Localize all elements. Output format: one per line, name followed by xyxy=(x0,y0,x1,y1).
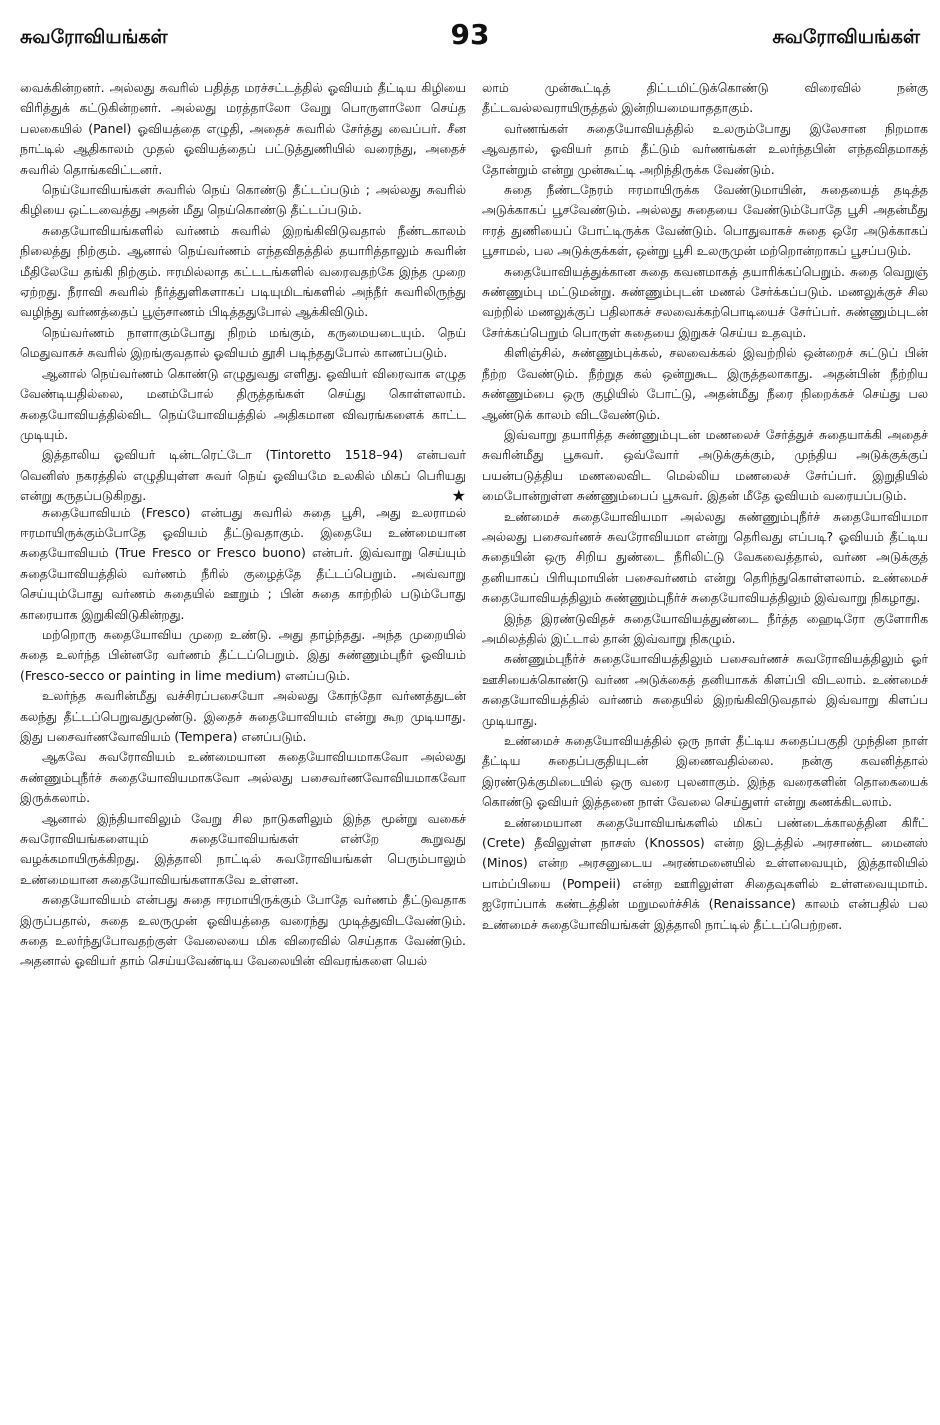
paragraph: நெய்வர்ணம் நாளாகும்போது நிறம் மங்கும், கருமையடையும். நெய் மெதுவாகச் சுவரில் இறங்குவதால் ஓவியம் தூசி படிந்ததுபோல் காணப்படும். xyxy=(20,324,466,361)
paragraph: ஆனால் நெய்வர்ணம் கொண்டு எழுதுவது எளிது. ஓவியர் விரைவாக எழுத வேண்டியதில்லை, மனம்போல் திருத்தங்கள் செய்து கொள்ளலாம். சுதையோவியத்தில்விட நெய்யோவியத்தில் அதிகமான விவரங்களைக் காட்ட முடியும். xyxy=(20,365,466,442)
paragraph: ஆகவே சுவரோவியம் உண்மையான சுதையோவியமாகவோ அல்லது சுண்ணும்புநீர்ச் சுதையோவியமாகவோ அல்லது பசைவர்ணவோவியமாகவோ இருக்கலாம். xyxy=(20,749,466,806)
paragraph: ஆனால் இந்தியாவிலும் வேறு சில நாடுகளிலும் இந்த மூன்று வகைச் சுவரோவியங்களையும் சுதையோவியங்கள் என்றே கூறுவது வழக்கமாயிருக்கிறது. இத்தாலி நாட்டில் சுவரோவியங்கள் பெரும்பாலும் உண்மையான சுதையோவியங்களாகவே உள்ளன. xyxy=(20,810,466,887)
paragraph: உண்மையான சுதையோவியங்களில் மிகப் பண்டைக்காலத்தின கிரீட் (Crete) தீவிலுள்ள நாசஸ் (Knossos) என்ற இடத்தில் அரசாண்ட மைனஸ் (Minos) என்ற அரசனுடைய அரண்மனையில் உள்ளவையும், இத்தாலியில் பாம்ப்பியை (Pompeii) என்ற ஊரிலுள்ள சிதைவுகளில் உள்ளவையுமாம். ஐரோப்பாக் கண்டத்தின் மறுமலர்ச்சிக் (Renaissance) காலம் என்பதில் பல உண்மைச் சுதையோவியங்கள் இத்தாலி நாட்டில் தீட்டப்பெற்றன. xyxy=(482,814,928,932)
running-title-right: சுவரோவியங்கள் xyxy=(772,26,920,48)
paragraph: உண்மைச் சுதையோவியமா அல்லது சுண்ணும்புநீர்ச் சுதையோவியமா அல்லது பசைவர்ணச் சுவரோவியமா என்று தெரிவது எப்படி? ஓவியம் தீட்டிய சுதையின் ஒரு சிறிய துண்டை நீரிலிட்டு வேகவைத்தால், வர்ண அடுக்குத் தனியாகப் பிரியுமாயின் பசைவர்ணம் என்று தெரிந்துகொள்ளலாம். உண்மைச் சுதையோவியத்திலும் சுண்ணும்புநீர்ச் சுதையோவியத்திலும் இவ்வாறு நிகழாது. xyxy=(482,508,928,606)
paragraph: இவ்வாறு தயாரித்த சுண்ணும்புடன் மணலைச் சேர்த்துச் சுதையாக்கி அதைச் சுவரின்மீது பூசுவர். ஒவ்வோர் அடுக்குக்கும், முந்திய அடுக்குக்குப் பயன்படுத்திய மணலைவிட மெல்லிய மணலைச் சேர்ப்பர். இறுதியில் மைபோன்றுள்ள சுண்ணும்பைப் பூசுவர். இதன் மீதே ஓவியம் வரையப்படும். xyxy=(482,426,928,504)
running-header xyxy=(20,4,920,60)
running-title-left: சுவரோவியங்கள் xyxy=(20,26,168,48)
star-icon: ★ xyxy=(451,485,466,505)
paragraph: உலர்ந்த சுவரின்மீது வச்சிரப்பசையோ அல்லது கோந்தோ வர்ணத்துடன் கலந்து தீட்டப்பெறுவதுமுண்டு. இதைச் சுதையோவியம் என்று கூற முடியாது. இது பசைவர்ணவோவியம் (Tempera) எனப்படும். xyxy=(20,688,466,744)
paragraph: வர்ணங்கள் சுதையோவியத்தில் உலரும்போது இலேசான நிறமாக ஆவதால், ஓவியர் தாம் தீட்டும் வர்ணங்கள் உலர்ந்தபின் எந்தவிதமாகத் தோன்றும் என்று முன்கூட்டி அறிந்திருக்க வேண்டும். xyxy=(482,120,928,177)
paragraph: இந்த இரண்டுவிதச் சுதையோவியத்துண்டை நீர்த்த ஹைடிரோ குளோரிக அமிலத்தில் இட்டால் தான் இவ்வாறு நிகழும். xyxy=(482,610,928,646)
paragraph: சுதையோவியங்களில் வர்ணம் சுவரில் இறங்கிவிடுவதால் நீண்டகாலம் நிலைத்து நிற்கும். ஆனால் நெய்வர்ணம் எந்தவிதத்தில் தயாரித்தாலும் சுவரின் மீதிலேயே தங்கி நிற்கும். ஈரமில்லாத கட்டடங்களில் வரைவதற்கே இந்த முறை ஏற்றது. நீராவி சுவரில் நீர்த்துளிகளாகப் படியுமிடங்களில் அந்நீர் சுவரிலிருந்து வழிந்து வர்ணத்தைப் பூஞ்சாணம் பிடித்ததுபோல் ஆக்கிவிடும். xyxy=(20,222,466,320)
page-number: 93 xyxy=(450,18,490,51)
paragraph: சுதையோவியத்துக்கான சுதை கவனமாகத் தயாரிக்கப்பெறும். சுதை வெறுஞ் சுண்ணும்பு மட்டுமன்று. சுண்ணும்புடன் மணல் சேர்க்கப்படும். மணலுக்குச் சில வற்றில் மணலுக்குப் பதிலாகச் சலவைக்கற்பொடியைச் சேர்ப்பர். சுண்ணும்புடன் சேர்க்கப்பெறும் பொருள் சுதையை இறுகச் செய்ய உதவும். xyxy=(482,263,928,340)
paragraph: நெய்யோவியங்கள் சுவரில் நெய் கொண்டு தீட்டப்படும் ; அல்லது சுவரில் கிழியை ஒட்டவைத்து அதன் மீது நெய்கொண்டு தீட்டப்படும். xyxy=(20,182,466,218)
paragraph: சுதையோவியம் (Fresco) என்பது சுவரில் சுதை பூசி, அது உலராமல் ஈரமாயிருக்கும்போதே ஓவியம் தீட்டுவதாகும். இதையே உண்மையான சுதையோவியம் (True Fresco or Fresco buono) என்பர். இவ்வாறு செய்யும் சுதையோவியத்தில் வர்ணம் நீரில் குழைத்தே தீட்டப்பெறும். அவ்வாறு செய்யும்போது வர்ணம் சுதையில் ஊறும் ; பின் சுதை காற்றில் படும்போது காரையாக இறுகிவிடுகின்றது. xyxy=(20,504,466,622)
paragraph: சுதையோவியம் என்பது சுதை ஈரமாயிருக்கும் போதே வர்ணம் தீட்டுவதாக இருப்பதால், சுதை உலருமுன் ஓவியத்தை வரைந்து முடித்துவிடவேண்டும். சுதை உலர்ந்துபோவதற்குள் வேலையை மிக விரைவில் செய்தாக வேண்டும். அதனால் ஓவியர் தாம் செய்யவேண்டிய வேலையின் விவரங்களை யெல் xyxy=(20,892,466,969)
paragraph: லாம் முன்கூட்டித் திட்டமிட்டுக்கொண்டு விரைவில் நன்கு தீட்டவல்லவராயிருத்தல் இன்றியமையாததாகும். xyxy=(482,80,928,116)
right-column xyxy=(482,78,928,1355)
paragraph: கிளிஞ்சில், சுண்ணும்புக்கல், சலவைக்கல் இவற்றில் ஒன்றைச் சுட்டுப் பின் நீற்ற வேண்டும். நீற்றுத கல் ஒன்றுகூட இருத்தலாகாது. அதன்பின் நீற்றிய சுண்ணும்பை ஒரு குழியில் போட்டு, அதன்மீது நீரை நிறைக்கச் செய்து பல ஆண்டுக் காலம் விடவேண்டும். xyxy=(482,345,928,422)
paragraph: உண்மைச் சுதையோவியத்தில் ஒரு நாள் தீட்டிய சுதைப்பகுதி முந்தின நாள் தீட்டிய சுதைப்பகுதியுடன் இணைவதில்லை. நன்கு கவனித்தால் இரண்டுக்குமிடையில் ஒரு வரை புலனாகும். இந்த வரைகளின் தொகையைக் கொண்டு ஓவியர் இத்தனை நாள் வேலை செய்துளர் என்று கணக்கிடலாம். xyxy=(482,733,928,810)
paragraph: சுதை நீண்டநேரம் ஈரமாயிருக்க வேண்டுமாயின், சுதையைத் தடித்த அடுக்காகப் பூசவேண்டும். அல்லது சுதையை வேண்டும்போதே பூசி அதன்மீது ஈரத் துணியைப் போட்டிருக்க வேண்டும். பொதுவாகச் சுதை ஒரே அடுக்காகப் பூசாமல், பல அடுக்குக்கள், ஒன்று பூசி உலருமுன் மற்றொன்றாகப் பூசப்படும். xyxy=(482,182,928,259)
paragraph: சுண்ணும்புநீர்ச் சுதையோவியத்திலும் பசைவர்ணச் சுவரோவியத்திலும் ஓர் ஊசியைக்கொண்டு வர்ண அடுக்கைத் தனியாகக் கிளப்பி விடலாம். உண்மைச் சுதையோவியத்தில் வர்ணம் சுதையில் இறங்கிவிடுவதால் இவ்வாறு கிளப்ப முடியாது. xyxy=(482,651,928,728)
left-column xyxy=(20,78,466,1355)
paragraph: இத்தாலிய ஓவியர் டின்டரெட்டோ (Tintoretto 1518–94) என்பவர் வெனிஸ் நகரத்தில் எழுதியுள்ள சுவர் நெய் ஓவியமே உலகில் மிகப் பெரியது என்று கருதப்படுகிறது. xyxy=(20,447,466,504)
paragraph: வைக்கின்றனர். அல்லது சுவரில் பதித்த மரச்சட்டத்தில் ஓவியம் தீட்டிய கிழியை விரித்துக் கட்டுகின்றனர். அல்லது மரத்தாலோ வேறு பொருளாலோ செய்த பலகையில் (Panel) ஓவியத்தை எழுதி, அதைச் சுவரில் சேர்த்து வைப்பர். சீன நாட்டில் ஆதிகாலம் முதல் ஓவியத்தைப் பட்டுத்துணியில் வரைந்து, அதைச் சுவரில் தொங்கவிட்டனர். xyxy=(20,80,466,177)
paragraph: மற்றொரு சுதையோவிய முறை உண்டு. அது தாழ்ந்தது. அந்த முறையில் சுதை உலர்ந்த பின்னரே வர்ணம் தீட்டப்பெறும். இது சுண்ணும்புநீர் ஓவியம் (Fresco-secco or painting in lime medium) எனப்படும். xyxy=(20,626,466,683)
